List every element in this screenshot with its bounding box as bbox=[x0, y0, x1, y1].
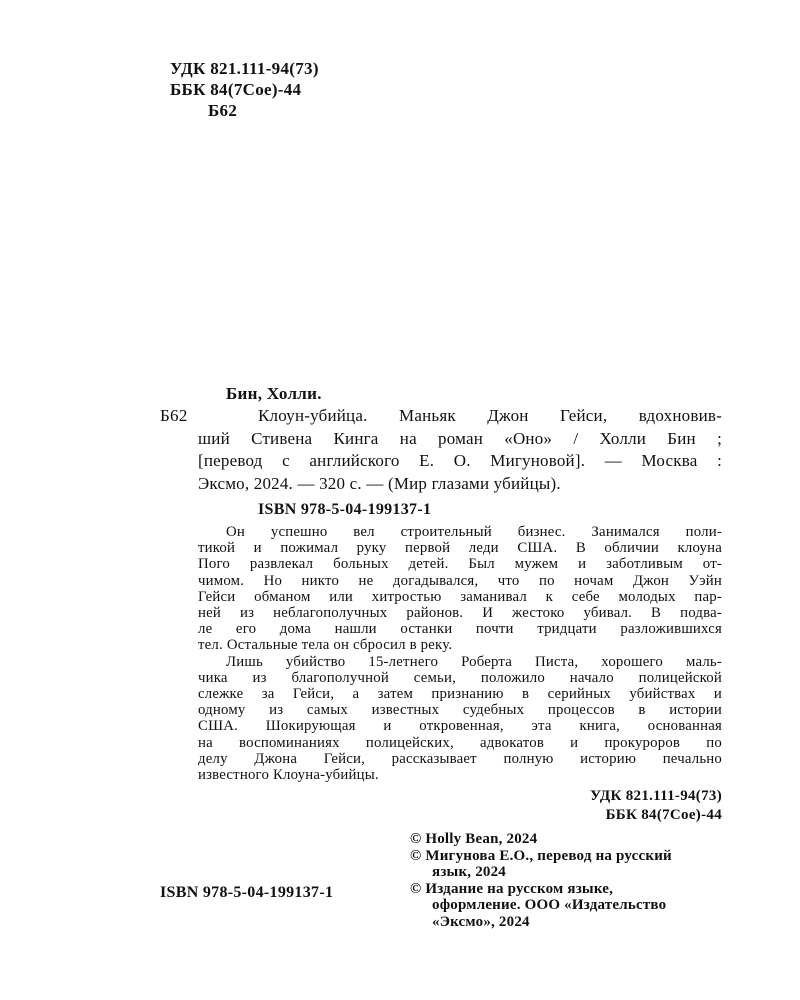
copyright-block bbox=[410, 831, 732, 930]
udc-ref: УДК 821.111-94(73) bbox=[590, 788, 722, 805]
text-line: одному из самых известных судебных процессов в истории bbox=[198, 702, 722, 719]
text-line: оформление. ООО «Издательство bbox=[432, 897, 667, 913]
text-line: Лишь убийство 15-летнего Роберта Писта, хорошего маль- bbox=[226, 653, 722, 670]
catalog-author-sign: Б62 bbox=[160, 406, 188, 425]
bbk-number: ББК 84(7Сое)-44 bbox=[170, 80, 302, 99]
text-line: Гейси обманом или хитростью заманивал к себе молодых пар- bbox=[198, 588, 722, 605]
text-line: ший Стивена Кинга на роман «Оно» / Холли Бин ; bbox=[198, 428, 722, 448]
text-line: © Мигунова Е.О., перевод на русский bbox=[410, 847, 672, 864]
annotation-paragraph-1 bbox=[198, 524, 722, 654]
text-line: чимом. Но никто не догадывался, что по ночам Джон Уэйн bbox=[198, 572, 722, 589]
author-sign: Б62 bbox=[208, 101, 238, 120]
classification-block bbox=[170, 58, 319, 121]
text-line: США. Шокирующая и откровенная, эта книга, основанная bbox=[198, 718, 722, 735]
text-line: тикой и пожимал руку первой леди США. В обличии клоуна bbox=[198, 540, 722, 557]
bibliographic-description bbox=[198, 405, 722, 495]
text-line: [перевод с английского Е. О. Мигуновой]. — Москва : bbox=[198, 451, 722, 470]
catalog-entry bbox=[198, 383, 722, 825]
text-line: чика из благополучной семьи, положило начало полицейской bbox=[198, 669, 722, 686]
text-line: тел. Остальные тела он сбросил в реку. bbox=[198, 637, 453, 654]
text-line: «Эксмо», 2024 bbox=[432, 913, 530, 930]
text-line: Эксмо, 2024. — 320 с. — (Мир глазами убийцы). bbox=[198, 473, 561, 493]
text-line: делу Джона Гейси, рассказывает полную историю печально bbox=[198, 750, 722, 767]
text-line: язык, 2024 bbox=[432, 864, 506, 880]
classification-refs bbox=[198, 787, 722, 825]
text-line: ле его дома нашли останки почти тридцати разложившихся bbox=[198, 621, 722, 638]
text-line: Пого развлекал больных детей. Был мужем и заботливым от- bbox=[198, 556, 722, 573]
text-line: известного Клоуна-убийцы. bbox=[198, 767, 379, 784]
text-line: © Издание на русском языке, bbox=[410, 880, 614, 897]
udc-number: УДК 821.111-94(73) bbox=[170, 59, 319, 78]
author-heading: Бин, Холли. bbox=[226, 384, 322, 403]
bbk-ref: ББК 84(7Сое)-44 bbox=[605, 807, 722, 824]
isbn-line: ISBN 978-5-04-199137-1 bbox=[258, 501, 432, 518]
text-line: на воспоминаниях полицейских, адвокатов и прокуроров по bbox=[198, 734, 722, 751]
isbn-footer: ISBN 978-5-04-199137-1 bbox=[160, 884, 334, 901]
text-line: ней из неблагополучных районов. И жестоко убивал. В подва- bbox=[198, 605, 722, 622]
annotation-paragraph-2 bbox=[198, 654, 722, 784]
text-line: Он успешно вел строительный бизнес. Занимался поли- bbox=[226, 524, 722, 540]
text-line: © Holly Bean, 2024 bbox=[410, 831, 538, 847]
text-line: Клоун-убийца. Маньяк Джон Гейси, вдохновив- bbox=[258, 406, 722, 425]
text-line: слежке за Гейси, а затем признанию в серийных убийствах и bbox=[198, 686, 722, 703]
